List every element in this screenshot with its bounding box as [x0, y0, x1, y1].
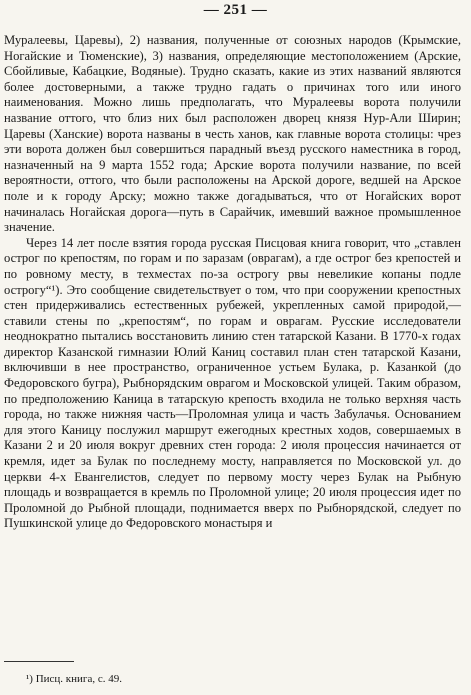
- body-text: [4, 33, 461, 532]
- paragraph-1: Муралеевы, Царевы), 2) названия, полученные от союзных народов (Крымские, Ногайские и Тюменские), 3) названия, определяющие местоположением (Арские, Сбойливые, Кабацкие, Водяные). Трудно сказать, какие из этих названий являются более достоверными, а также трудно гадать о причинах того или иного наименования. Можно лишь предполагать, что Муралеевы ворота получили название оттого, что близ них был расположен дворец князя Нур-Али Ширин; Царевы (Ханские) ворота названы в честь ханов, как главные ворота столицы: чрез эти ворота должен был совершиться парадный въезд русского наместника в город, назначенный на 9 марта 1552 года; Арские ворота получили название, по всей вероятности, оттого, что были расположены на Арской дороге, ведшей на Арское поле и к городу Арску; можно также догадываться, что от Ногайских ворот начиналась Ногайская дорога—путь в Сарайчик, имевший важное промышленное значение.: [4, 33, 461, 235]
- footnote-divider: [4, 661, 74, 662]
- page-number: — 251 —: [203, 2, 268, 18]
- paragraph-2: Через 14 лет после взятия города русская Писцовая книга говорит, что „ставлен острог по крепостям, по горам и по заразам (оврагам), а где острог без крепостей и по ровному месту, в техместах по-за острогу рвы невеликие копаны подле острогу“¹). Это сообщение свидетельствует о том, что при сооружении крепостных стен придерживались естественных рубежей, укрепленных самой природой,—ставили стены по „крепостям“, по горам и оврагам. Русские исследователи неоднократно пытались восстановить линию стен татарской Казани. В 1770-х годах директор Казанской гимназии Юлий Каниц составил план стен татарской Казани, включивши в нее пространство, ограниченное устьем Булака, р. Казанкой (до Федоровского бугра), Рыбнорядским оврагом и Московской улицей. Таким образом, по предположению Каница в татарскую крепость входила не только верхняя часть города, но также нижняя часть—Проломная улица и часть Забулачья. Основанием для этого Каницу послужил маршрут ежегодных крестных ходов, совершаемых в Казани 2 и 20 июля вокруг древних стен города: 2 июля процессия начинается от кремля, идет за Булак по последнему мосту, направляется по Московской ул. до церкви 4-х Евангелистов, следует по первому мосту через Булак на Рыбную площадь и возвращается в кремль по Проломной улице; 20 июля процессия идет по Проломной до Рыбной площади, поднимается вверх по Рыбнорядской, следует по Пушкинской улице до Федоровского монастыря и: [4, 235, 461, 531]
- footnote: ¹) Писц. книга, с. 49.: [26, 673, 122, 685]
